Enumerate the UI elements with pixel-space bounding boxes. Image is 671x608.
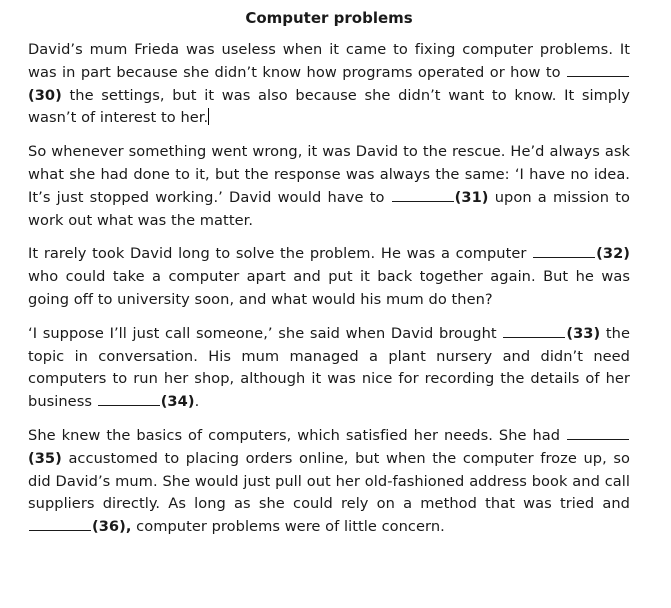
gap-blank-30 — [567, 64, 629, 77]
gap-number-31: (31) — [454, 188, 489, 206]
document-title: Computer problems — [245, 9, 413, 27]
paragraph-text: It rarely took David long to solve the problem. He was a computer — [28, 245, 533, 263]
paragraph-text: accustomed to placing orders online, but when the computer froze up, so did David’s mum. She would just pull out her old-fashioned address book and call suppliers directly. As long as she could rely on a method that was tried and — [28, 449, 630, 513]
paragraph-text: who could take a computer apart and put it back together again. But he was going off to university soon, and what would his mum do then? — [28, 268, 630, 308]
paragraph-text: ‘I suppose I’ll just call someone,’ she said when David brought — [28, 324, 503, 342]
gap-number-34: (34) — [160, 393, 195, 411]
text-cursor — [208, 108, 209, 125]
gap-number-33: (33) — [566, 324, 601, 342]
paragraph-4 — [28, 323, 630, 414]
paragraph-text: upon a mission to work out what was the matter. — [28, 188, 631, 229]
gap-blank-31 — [392, 189, 454, 202]
gap-number-32: (32) — [596, 245, 630, 263]
paragraph-1 — [28, 39, 630, 130]
gap-blank-34 — [98, 393, 160, 406]
paragraph-3 — [28, 243, 630, 311]
paragraph-text: She knew the basics of computers, which satisfied her needs. She had — [28, 426, 566, 444]
gap-blank-32 — [533, 245, 595, 258]
gap-number-30: (30) — [28, 86, 62, 104]
gap-number-35: (35) — [28, 449, 62, 467]
paragraph-text: the topic in conversation. His mum managed a plant nursery and didn’t need computers to run her shop, although it was nice for recording the details of her business — [28, 324, 630, 411]
paragraph-text: So whenever something went wrong, it was David to the rescue. He’d always ask what she had done to it, but the response was always the same: ‘I have no idea. It’s just stopped working.’ David would have to — [28, 143, 630, 206]
gap-blank-35 — [567, 427, 629, 440]
gap-blank-36 — [29, 518, 91, 531]
paragraph-text: computer problems were of little concern. — [131, 518, 445, 536]
paragraph-5 — [28, 425, 630, 539]
gap-number-36: (36), — [92, 518, 132, 536]
paragraph-text: . — [194, 393, 200, 411]
paragraph-2 — [28, 141, 630, 232]
paragraph-text: David’s mum Frieda was useless when it came to fixing computer problems. It was in part because she didn’t know how programs operated or how to — [28, 41, 630, 81]
gap-blank-33 — [503, 325, 565, 338]
paragraph-text: the settings, but it was also because she didn’t want to know. It simply wasn’t of interest to her. — [28, 86, 630, 127]
